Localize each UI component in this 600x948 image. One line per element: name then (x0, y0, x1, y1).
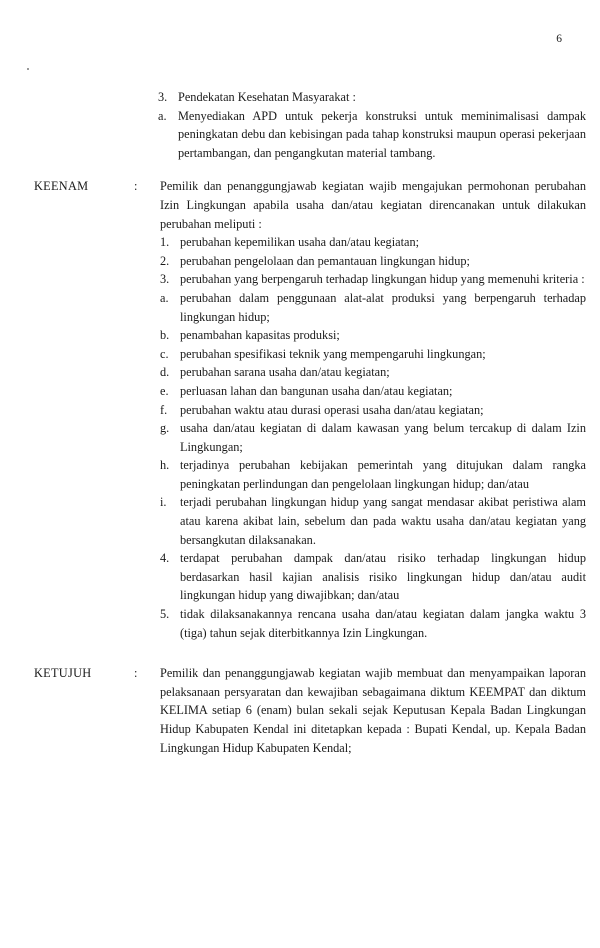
top-numbered-list (158, 88, 586, 107)
list-item (160, 605, 586, 642)
clause-colon: : (134, 179, 138, 194)
list-text: perubahan sarana usaha dan/atau kegiatan; (180, 365, 390, 380)
list-marker: h. (160, 458, 170, 473)
list-item (160, 289, 586, 326)
list-item (160, 493, 586, 549)
keenam-numbered-list-cont (160, 549, 586, 642)
list-item (160, 252, 586, 271)
list-text: perubahan spesifikasi teknik yang mempengaruhi lingkungan; (180, 346, 486, 361)
clause-colon: : (134, 666, 138, 681)
list-marker: a. (158, 108, 167, 123)
list-text: perubahan yang berpengaruh terhadap lingkungan hidup yang memenuhi kriteria : (180, 272, 585, 287)
list-text: perubahan pengelolaan dan pemantauan lingkungan hidup; (180, 253, 470, 268)
list-item (160, 233, 586, 252)
list-marker: 3. (158, 90, 168, 104)
clause-label: KETUJUH (34, 666, 92, 681)
list-item (160, 401, 586, 420)
list-text: terjadi perubahan lingkungan hidup yang sangat mendasar akibat peristiwa alam atau karena akibat lain, sebelum dan pada waktu usaha dan/atau kegiatan yang bersangkutan dilaksanakan. (180, 495, 586, 547)
clause-label: KEENAM (34, 179, 89, 194)
list-marker: g. (160, 421, 170, 436)
list-marker: d. (160, 365, 170, 380)
list-marker: 3. (160, 272, 170, 287)
clause-intro: Pemilik dan penanggungjawab kegiatan wajib mengajukan permohonan perubahan Izin Lingkungan apabila usaha dan/atau kegiatan direncanakan untuk dilakukan perubahan meliputi : (160, 179, 586, 231)
list-item (160, 270, 586, 289)
list-text: tidak dilaksanakannya rencana usaha dan/atau kegiatan dalam jangka waktu 3 (tiga) tahun sejak diterbitkannya Izin Lingkungan. (180, 607, 586, 640)
list-text: usaha dan/atau kegiatan di dalam kawasan yang belum tercakup di dalam Izin Lingkungan; (180, 421, 586, 454)
list-text: terdapat perubahan dampak dan/atau risiko terhadap lingkungan hidup berdasarkan hasil kajian analisis risiko lingkungan hidup dan/atau audit lingkungan hidup yang diwajibkan; dan/atau (180, 551, 586, 603)
clause-intro: Pemilik dan penanggungjawab kegiatan wajib membuat dan menyampaikan laporan pelaksanaan persyaratan dan kewajiban sebagaimana diktum KEEMPAT dan diktum KELIMA setiap 6 (enam) bulan sekali sejak Keputusan Kepala Badan Lingkungan Hidup Kabupaten Kendal ini ditetapkan kepada : Bupati Kendal, up. Kepala Badan Lingkungan Hidup Kabupaten Kendal; (160, 666, 586, 755)
list-item (160, 382, 586, 401)
keenam-numbered-list (160, 233, 586, 289)
list-marker: 1. (160, 235, 170, 250)
document-content (34, 88, 586, 770)
clause-body (160, 177, 586, 642)
clause-body (160, 664, 586, 757)
list-item (160, 456, 586, 493)
list-text: terjadinya perubahan kebijakan pemerintah yang ditujukan dalam rangka peningkatan perlindungan dan pengelolaan lingkungan hidup; dan/atau (180, 458, 586, 491)
list-marker: 2. (160, 253, 170, 268)
list-item (158, 107, 586, 163)
list-marker: b. (160, 328, 170, 343)
list-marker: i. (160, 495, 167, 510)
list-marker: a. (160, 290, 169, 305)
list-text: perubahan dalam penggunaan alat-alat produksi yang berpengaruh terhadap lingkungan hidup; (180, 290, 586, 324)
list-text: Menyediakan APD untuk pekerja konstruksi untuk meminimalisasi dampak peningkatan debu dan kebisingan pada tahap konstruksi maupun operasi pekerjaan pertambangan, dan pengangkutan material tambang. (178, 108, 586, 160)
list-marker: 5. (160, 607, 170, 622)
list-text: perluasan lahan dan bangunan usaha dan/atau kegiatan; (180, 383, 453, 398)
list-item (160, 419, 586, 456)
list-marker: c. (160, 346, 169, 361)
clause-keenam (34, 177, 586, 642)
clause-ketujuh (34, 664, 586, 757)
list-text: penambahan kapasitas produksi; (180, 328, 340, 343)
list-text: Pendekatan Kesehatan Masyarakat : (178, 90, 356, 104)
page-number: 6 (556, 33, 562, 45)
list-item (160, 549, 586, 605)
list-marker: f. (160, 402, 168, 417)
list-item (160, 326, 586, 345)
list-item (158, 88, 586, 107)
margin-dot-mark (27, 68, 29, 70)
top-lettered-list (158, 107, 586, 163)
keenam-lettered-sublist (160, 289, 586, 549)
list-item (160, 363, 586, 382)
continued-list-block (158, 88, 586, 162)
list-item (160, 345, 586, 364)
list-text: perubahan kepemilikan usaha dan/atau kegiatan; (180, 235, 420, 250)
list-text: perubahan waktu atau durasi operasi usaha dan/atau kegiatan; (180, 402, 484, 417)
list-marker: 4. (160, 551, 170, 566)
list-marker: e. (160, 383, 169, 398)
